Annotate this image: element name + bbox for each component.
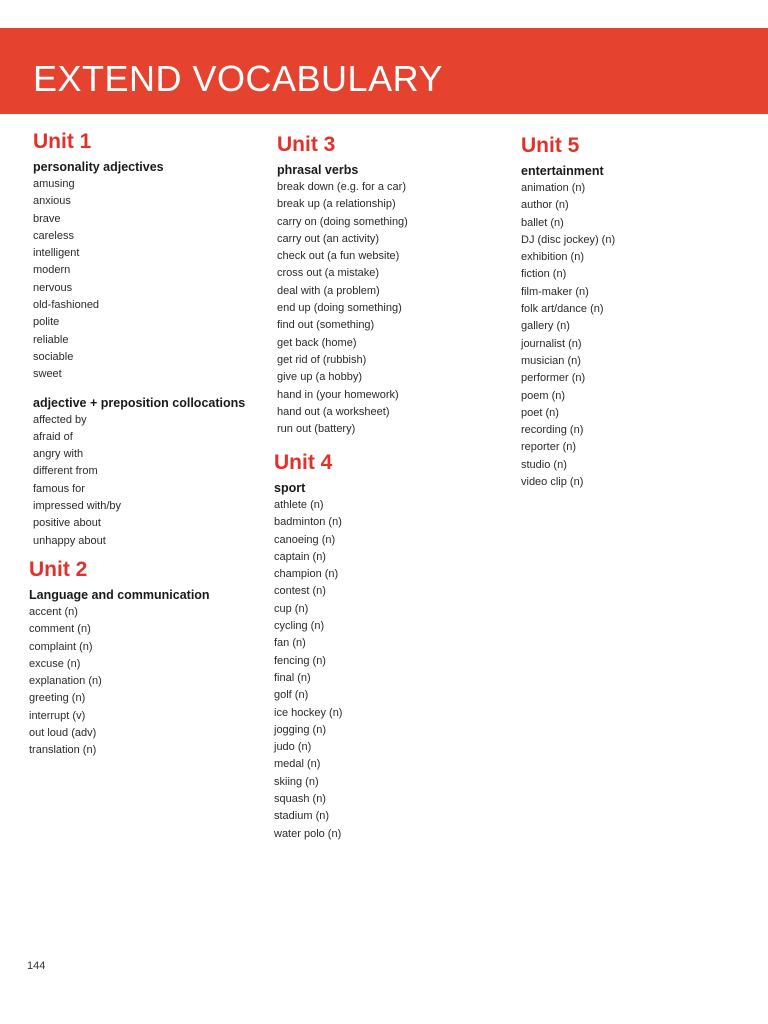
unit-2-section [29,558,264,772]
vocabulary-item: studio (n) [521,458,567,471]
vocabulary-item: performer (n) [521,372,586,385]
category-heading: personality adjectives [33,160,164,174]
vocabulary-item: water polo (n) [274,827,342,840]
vocabulary-item: accent (n) [29,606,78,618]
vocabulary-item: judo (n) [274,741,312,754]
vocabulary-item: unhappy about [33,534,106,547]
vocabulary-item: folk art/dance (n) [521,303,604,316]
vocabulary-item: famous for [33,482,85,495]
vocabulary-item: affected by [33,413,87,426]
vocabulary-item: fiction (n) [521,268,567,281]
unit-4-section [274,451,509,855]
vocabulary-item: explanation (n) [29,675,102,688]
vocabulary-item: afraid of [33,430,73,443]
unit-3-section [277,133,512,450]
vocabulary-item: DJ (disc jockey) (n) [521,233,616,246]
vocabulary-item: amusing [33,178,75,190]
vocabulary-item: hand in (your homework) [277,388,399,401]
vocabulary-item: reliable [33,333,69,346]
vocabulary-item: interrupt (v) [29,709,86,722]
vocabulary-item: intelligent [33,247,80,260]
vocabulary-item: comment (n) [29,623,91,636]
vocabulary-item: positive about [33,517,101,530]
header-banner [0,28,768,114]
category-heading: sport [274,481,306,495]
vocabulary-item: hand out (a worksheet) [277,405,390,418]
vocabulary-item: animation (n) [521,182,586,194]
vocabulary-item: cycling (n) [274,620,325,633]
vocabulary-item: final (n) [274,671,311,684]
vocabulary-item: excuse (n) [29,657,81,670]
vocabulary-item: find out (something) [277,319,375,332]
vocabulary-item: fan (n) [274,637,306,650]
vocabulary-list [33,176,268,384]
vocabulary-item: greeting (n) [29,692,86,705]
category-heading: phrasal verbs [277,163,359,177]
vocabulary-item: squash (n) [274,793,326,806]
vocabulary-item: modern [33,264,71,277]
unit-heading: Unit 1 [33,130,92,153]
vocabulary-item: run out (battery) [277,423,356,436]
vocabulary-item: angry with [33,448,84,461]
vocabulary-item: captain (n) [274,550,326,563]
vocabulary-item: exhibition (n) [521,251,584,264]
vocabulary-item: end up (doing something) [277,302,402,315]
category-heading: Language and communication [29,588,210,602]
vocabulary-item: film-maker (n) [521,285,589,298]
vocabulary-item: medal (n) [274,758,321,771]
vocabulary-item: break down (e.g. for a car) [277,181,407,193]
vocabulary-item: check out (a fun website) [277,250,400,263]
vocabulary-item: contest (n) [274,585,326,598]
vocabulary-item: reporter (n) [521,441,577,454]
vocabulary-item: sociable [33,350,74,363]
vocabulary-item: ballet (n) [521,216,564,229]
vocabulary-item: polite [33,316,60,329]
vocabulary-list [274,497,509,843]
vocabulary-item: skiing (n) [274,775,319,788]
vocabulary-item: athlete (n) [274,499,324,511]
vocabulary-item: stadium (n) [274,810,330,823]
category-heading: adjective + preposition collocations [33,395,246,410]
vocabulary-item: poem (n) [521,389,566,402]
vocabulary-item: get back (home) [277,336,357,349]
vocabulary-item: fencing (n) [274,654,326,667]
vocabulary-item: translation (n) [29,744,97,757]
unit-heading: Unit 4 [274,451,333,474]
vocabulary-list [33,412,268,550]
vocabulary-list [521,180,756,491]
vocabulary-item: carry on (doing something) [277,215,408,228]
unit-heading: Unit 3 [277,133,336,156]
vocabulary-item: careless [33,229,74,242]
vocabulary-item: deal with (a problem) [277,284,380,297]
vocabulary-item: old-fashioned [33,299,100,312]
vocabulary-item: video clip (n) [521,476,584,489]
vocabulary-item: champion (n) [274,568,339,581]
page-title: EXTEND VOCABULARY [33,58,443,99]
unit-heading: Unit 5 [521,134,580,157]
unit-5-section [521,134,756,503]
vocabulary-item: jogging (n) [274,723,326,736]
unit-heading: Unit 2 [29,558,88,581]
vocabulary-list [277,179,512,438]
vocabulary-item: cup (n) [274,602,309,615]
vocabulary-item: brave [33,212,61,225]
vocabulary-item: recording (n) [521,424,584,437]
vocabulary-item: anxious [33,195,71,208]
vocabulary-item: musician (n) [521,354,581,367]
page-number: 144 [27,960,46,972]
vocabulary-item: gallery (n) [521,320,570,333]
vocabulary-item: give up (a hobby) [277,371,362,384]
vocabulary-item: get rid of (rubbish) [277,353,367,366]
unit-1-section [33,130,268,562]
vocabulary-item: impressed with/by [33,500,122,513]
vocabulary-item: golf (n) [274,689,309,702]
vocabulary-item: break up (a relationship) [277,198,396,211]
vocabulary-item: canoeing (n) [274,533,336,546]
vocabulary-item: author (n) [521,199,569,212]
vocabulary-item: complaint (n) [29,640,93,653]
vocabulary-item: ice hockey (n) [274,706,343,719]
vocabulary-item: out loud (adv) [29,727,97,740]
vocabulary-item: journalist (n) [521,337,582,350]
vocabulary-item: poet (n) [521,406,559,419]
vocabulary-item: sweet [33,368,62,381]
vocabulary-item: carry out (an activity) [277,232,380,245]
vocabulary-item: badminton (n) [274,516,342,529]
vocabulary-item: cross out (a mistake) [277,267,380,280]
category-heading: entertainment [521,164,604,178]
vocabulary-item: nervous [33,281,73,294]
vocabulary-list [29,604,264,760]
vocabulary-item: different from [33,465,98,478]
